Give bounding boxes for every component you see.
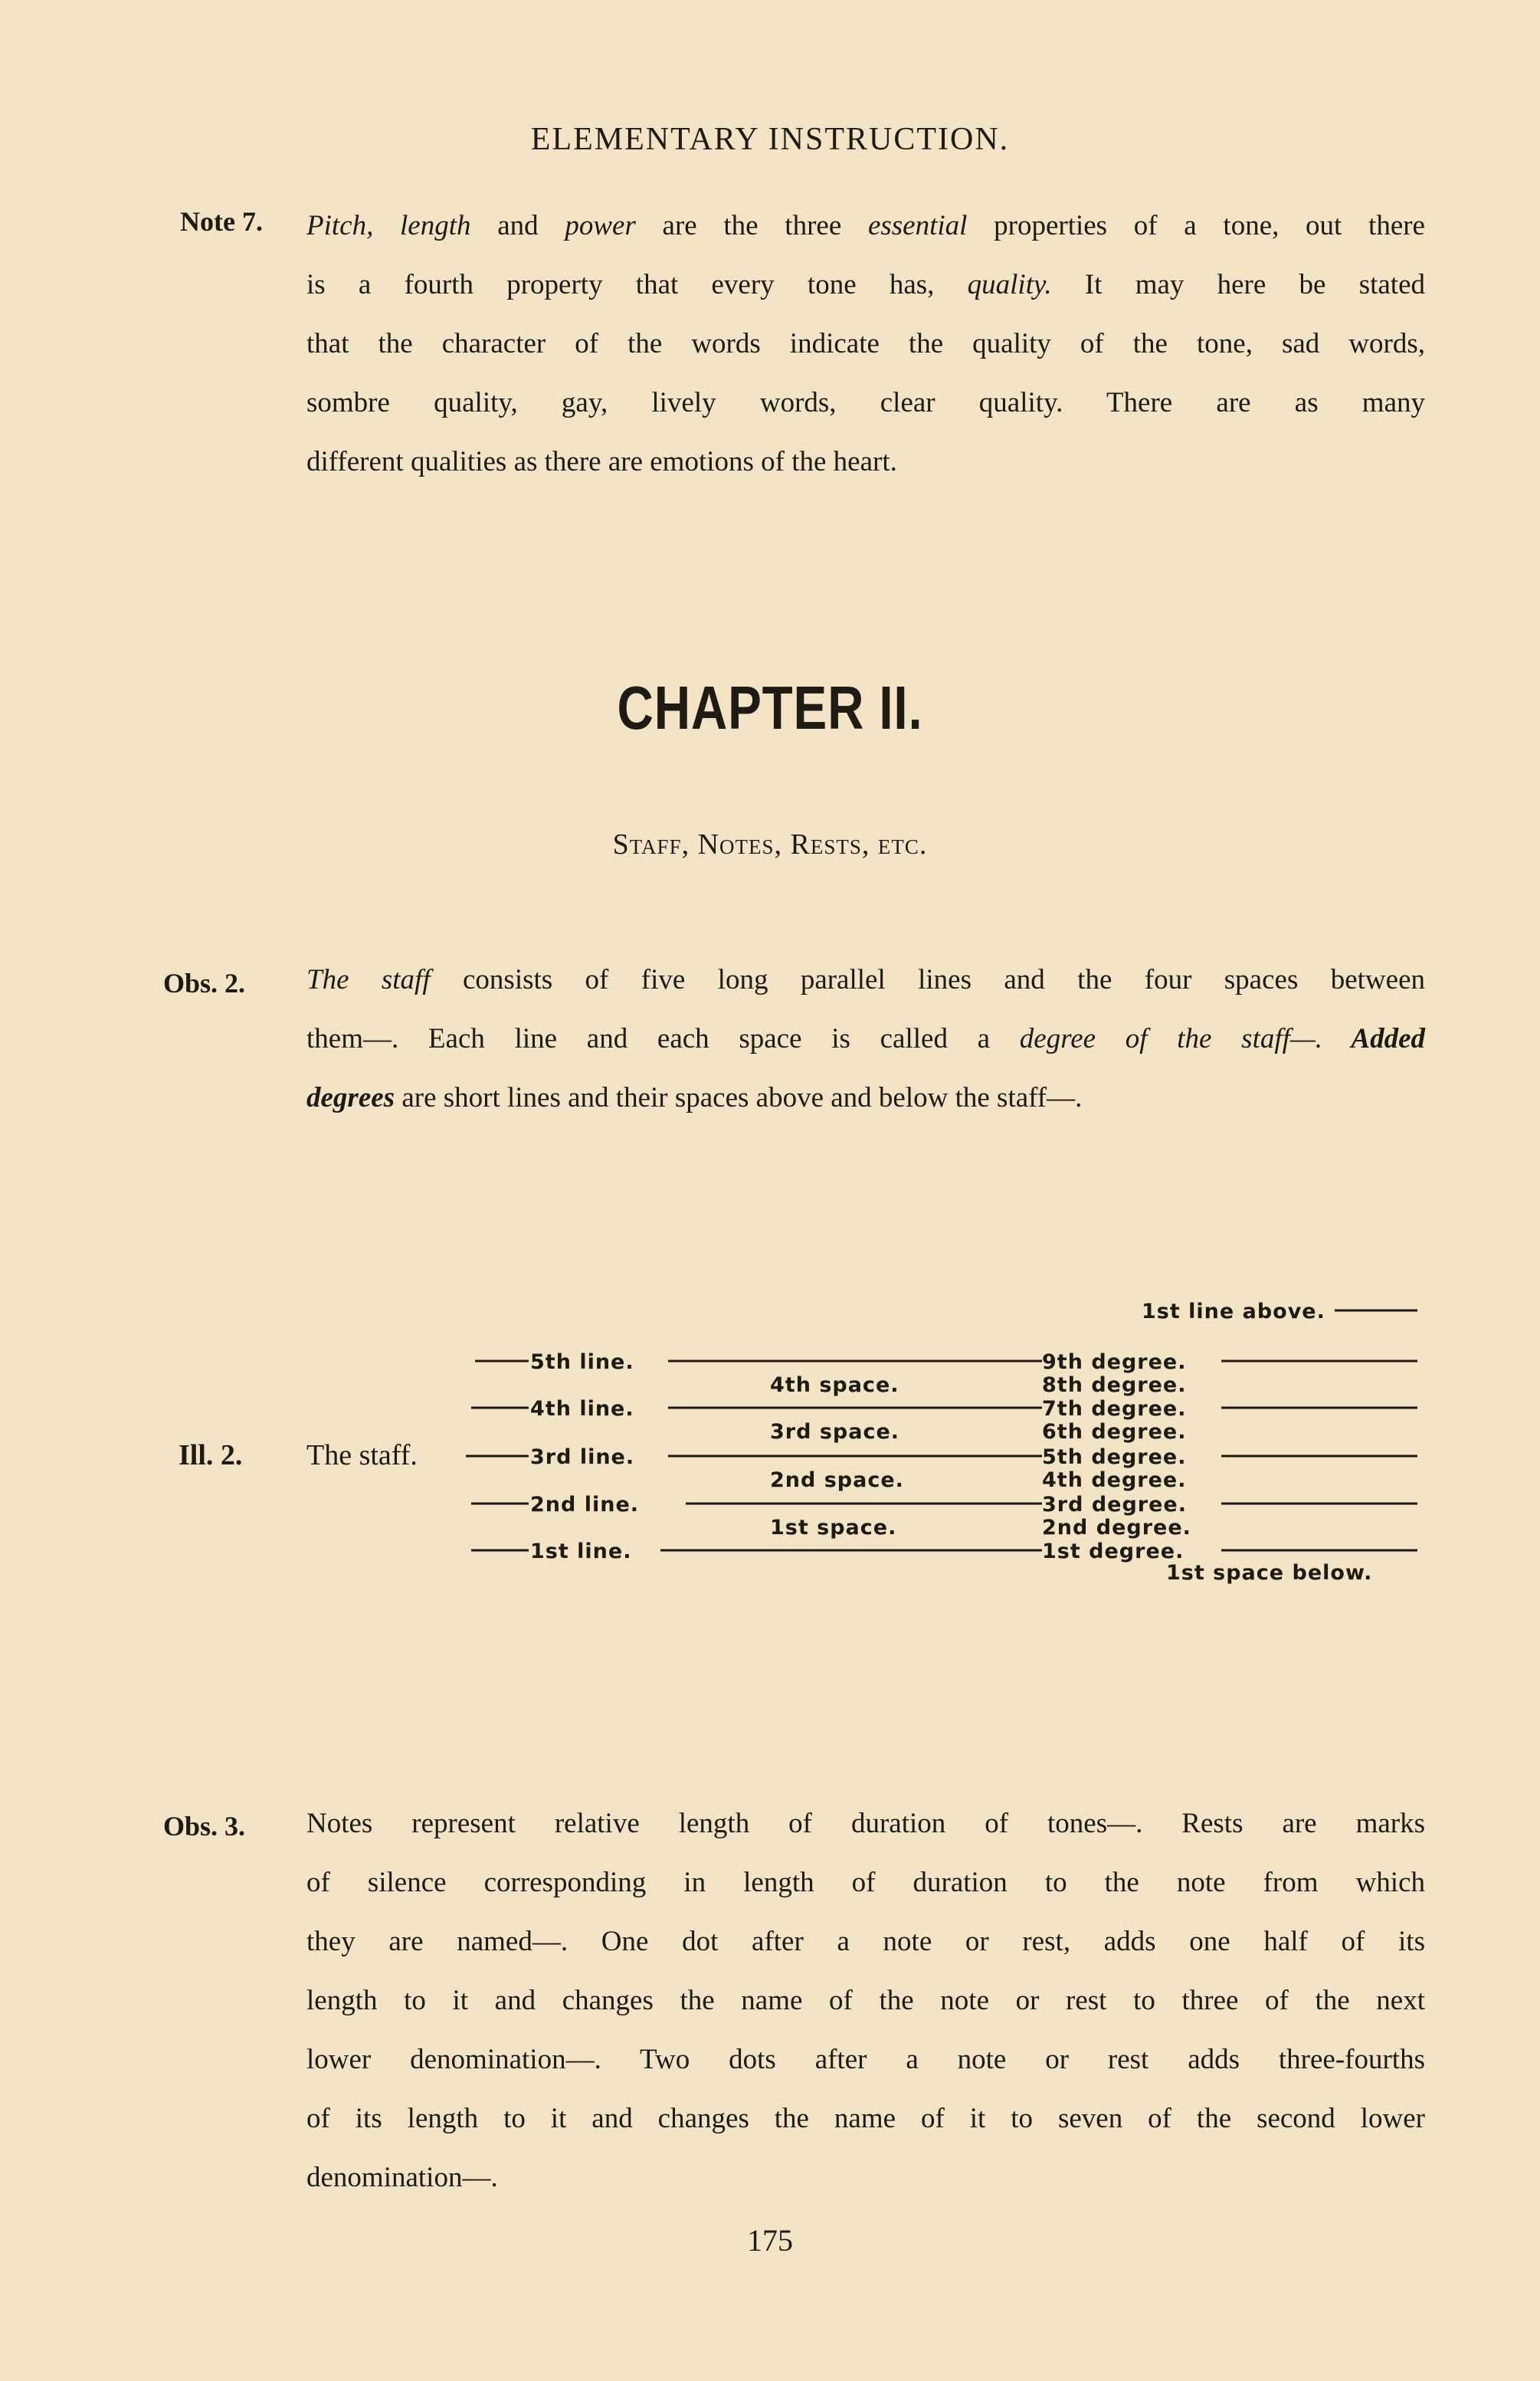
degree-label-4: 4th degree. [1042, 1468, 1187, 1492]
obs-3-line-3: they are named—. One dot after a note or rest, adds one half of its [306, 1926, 1425, 1957]
staff-line-label-3: 3rd line. [530, 1445, 635, 1469]
degree-label-6: 6th degree. [1042, 1420, 1187, 1444]
obs-3-line-7: denomination—. [306, 2162, 498, 2193]
chapter-subtitle: Staff, Notes, Rests, etc. [612, 828, 928, 861]
degree-label-8: 8th degree. [1042, 1373, 1187, 1397]
ill-2-title: The staff. [306, 1439, 418, 1471]
degree-label-5: 5th degree. [1042, 1445, 1187, 1469]
obs-3-line-4: length to it and changes the name of the note or rest to three of the next [306, 1985, 1425, 2016]
degree-label-9: 9th degree. [1042, 1350, 1187, 1374]
page-number: 175 [747, 2223, 793, 2258]
obs-3-line-1: Notes represent relative length of duration of tones—. Rests are marks [306, 1808, 1425, 1839]
staff-line-label-1: 1st line. [530, 1540, 632, 1563]
obs-2-label: Obs. 2. [163, 968, 246, 999]
staff-space-label-4: 4th space. [770, 1373, 899, 1397]
obs-3-line-2: of silence corresponding in length of duration to the note from which [306, 1867, 1425, 1898]
obs-2-line-1: The staff consists of five long parallel lines and the four spaces between [306, 964, 1425, 995]
obs-2-line-3: degrees are short lines and their spaces above and below the staff—. [306, 1082, 1083, 1113]
staff-space-label-1: 1st space. [770, 1516, 897, 1540]
obs-3-line-5: lower denomination—. Two dots after a note or rest adds three-fourths [306, 2044, 1425, 2075]
note-7-line-3: that the character of the words indicate the quality of the tone, sad words, [306, 328, 1425, 359]
note-7-line-2: is a fourth property that every tone has, quality. It may here be stated [306, 269, 1425, 300]
degree-label-7: 7th degree. [1042, 1397, 1187, 1421]
note-7-line-5: different qualities as there are emotions of the heart. [306, 446, 897, 477]
staff-space-label-3: 3rd space. [770, 1420, 900, 1444]
degree-label-2: 2nd degree. [1042, 1516, 1191, 1540]
space-below-label: 1st space below. [1166, 1561, 1373, 1585]
note-7-label: Note 7. [180, 206, 263, 237]
chapter-title: CHAPTER II. [617, 674, 923, 742]
ill-2-label: Ill. 2. [179, 1439, 243, 1471]
obs-3-label: Obs. 3. [163, 1811, 246, 1842]
degree-label-1: 1st degree. [1042, 1540, 1184, 1563]
staff-line-label-4: 4th line. [530, 1397, 634, 1421]
running-header: ELEMENTARY INSTRUCTION. [530, 122, 1010, 157]
note-7-line-1: Pitch, length and power are the three essential properties of a tone, out there [306, 210, 1425, 241]
staff-space-label-2: 2nd space. [770, 1468, 904, 1492]
line-above-label: 1st line above. [1142, 1300, 1325, 1323]
staff-line-label-5: 5th line. [530, 1350, 634, 1374]
staff-line-label-2: 2nd line. [530, 1493, 640, 1517]
obs-3-line-6: of its length to it and changes the name of it to seven of the second lower [306, 2103, 1425, 2134]
degree-label-3: 3rd degree. [1042, 1493, 1187, 1517]
obs-3-paragraph [306, 1794, 1425, 2207]
obs-2-line-2: them—. Each line and each space is called a degree of the staff—. Added [306, 1023, 1425, 1054]
note-7-line-4: sombre quality, gay, lively words, clear quality. There are as many [306, 387, 1425, 418]
